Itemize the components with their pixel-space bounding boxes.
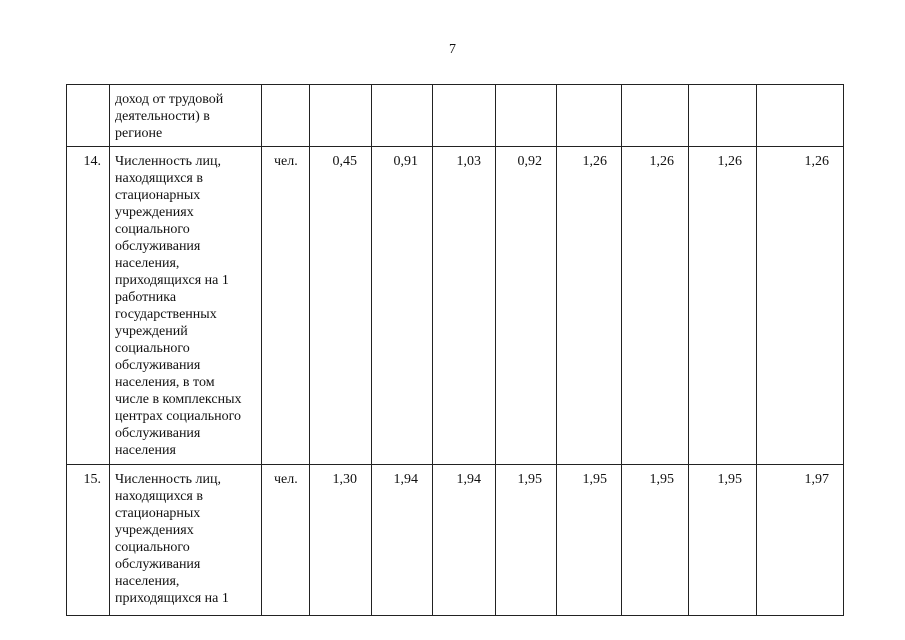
row-number: 14. xyxy=(67,147,110,465)
table-row-continued xyxy=(67,85,844,147)
row-unit xyxy=(262,85,310,147)
value-cell: 1,95 xyxy=(689,465,757,616)
value-cell: 0,92 xyxy=(496,147,557,465)
value-cell: 1,26 xyxy=(622,147,689,465)
row-unit: чел. xyxy=(262,465,310,616)
value-cell: 0,45 xyxy=(310,147,372,465)
value-cell: 1,26 xyxy=(689,147,757,465)
value-cell xyxy=(310,85,372,147)
value-cell: 1,26 xyxy=(557,147,622,465)
value-cell xyxy=(433,85,496,147)
value-cell: 1,03 xyxy=(433,147,496,465)
value-cell: 1,95 xyxy=(496,465,557,616)
value-cell xyxy=(622,85,689,147)
value-cell: 1,30 xyxy=(310,465,372,616)
row-label-text: доход от трудовой деятельности) в регионе xyxy=(115,92,224,141)
row-label xyxy=(110,147,262,465)
row-label-text: Численность лиц, находящихся в стационарных учреждениях социального обслуживания населения, приходящихся на 1 xyxy=(115,472,229,606)
page-number: 7 xyxy=(449,42,456,57)
value-cell: 1,94 xyxy=(433,465,496,616)
row-label xyxy=(110,465,262,616)
table-row-15 xyxy=(67,465,844,616)
value-cell: 1,95 xyxy=(622,465,689,616)
value-cell: 1,95 xyxy=(557,465,622,616)
value-cell xyxy=(372,85,433,147)
indicators-table xyxy=(66,84,844,616)
value-cell: 1,94 xyxy=(372,465,433,616)
row-unit: чел. xyxy=(262,147,310,465)
row-label xyxy=(110,85,262,147)
row-label-text: Численность лиц, находящихся в стационарных учреждениях социального обслуживания населения, приходящихся на 1 работника государственных учреждений социального обслуживания населения, в том числе в комплексных центрах социального обслуживания населения xyxy=(115,154,242,458)
value-cell xyxy=(496,85,557,147)
row-number xyxy=(67,85,110,147)
value-cell: 1,97 xyxy=(757,465,844,616)
value-cell: 1,26 xyxy=(757,147,844,465)
table-row-14 xyxy=(67,147,844,465)
value-cell xyxy=(757,85,844,147)
value-cell xyxy=(689,85,757,147)
row-number: 15. xyxy=(67,465,110,616)
value-cell xyxy=(557,85,622,147)
value-cell: 0,91 xyxy=(372,147,433,465)
